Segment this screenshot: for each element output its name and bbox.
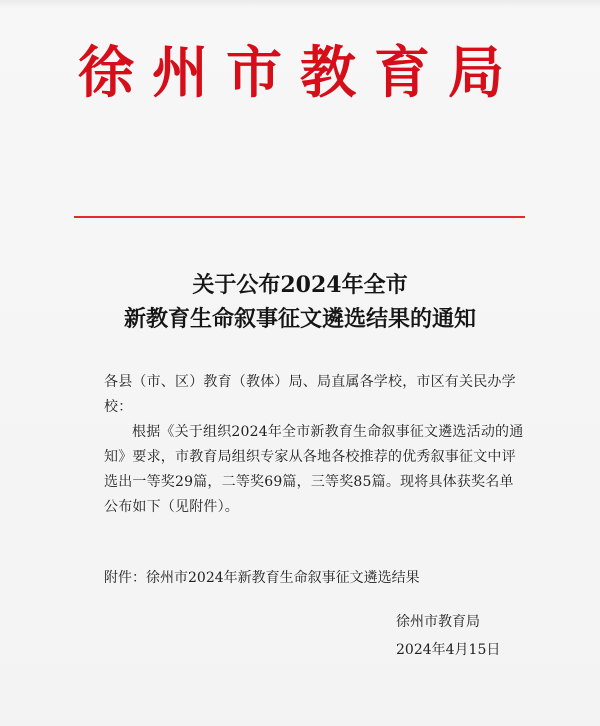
signature-organization: 徐州市教育局 bbox=[396, 614, 480, 630]
issuer-header-title: 徐州市教育局 bbox=[78, 40, 522, 106]
document-title bbox=[0, 268, 600, 336]
main-paragraph: 根据《关于组织2024年全市新教育生命叙事征文遴选活动的通知》要求，市教育局组织专家从各地各校推荐的优秀叙事征文中评选出一等奖29篇，二等奖69篇，三等奖85篇。现将具体获奖名单公布如下（见附件）。 bbox=[104, 424, 524, 515]
title-line-2: 新教育生命叙事征文遴选结果的通知 bbox=[123, 306, 476, 332]
signature-date: 2024年4月15日 bbox=[396, 642, 501, 658]
page-edge-shadow bbox=[0, 0, 600, 8]
salutation: 各县（市、区）教育（教体）局、局直属各学校，市区有关民办学校： bbox=[104, 374, 516, 415]
attachment-line: 附件：徐州市2024年新教育生命叙事征文遴选结果 bbox=[104, 570, 420, 586]
document-body bbox=[104, 370, 524, 520]
title-line-1: 关于公布2024年全市 bbox=[192, 272, 408, 298]
red-header-rule bbox=[74, 216, 525, 218]
